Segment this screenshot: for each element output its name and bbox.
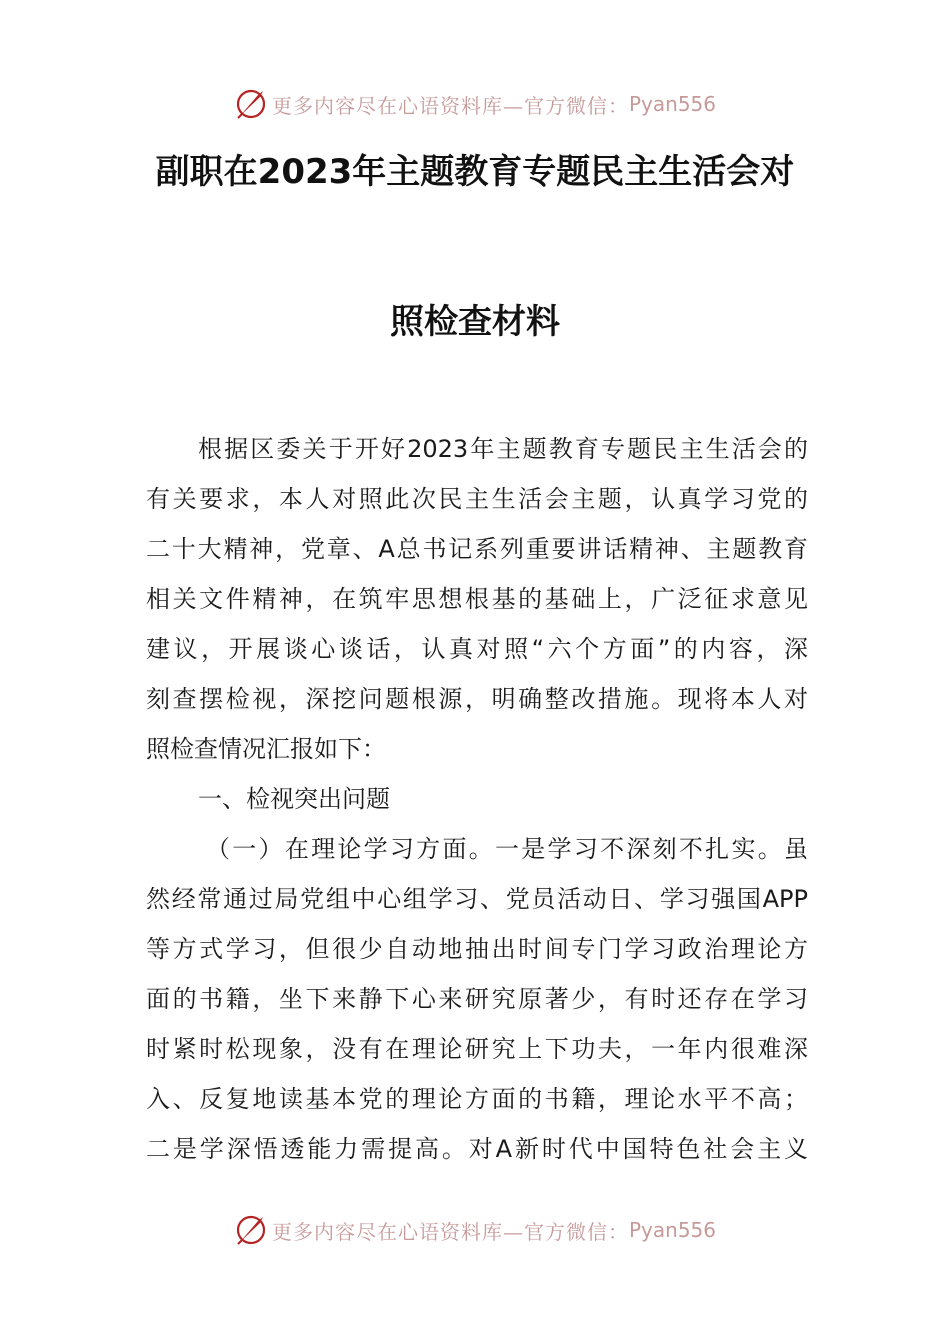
body-line: 时紧时松现象，没有在理论研究上下功夫，一年内很难深 bbox=[146, 1035, 808, 1063]
body-line: 二十大精神，党章、A总书记系列重要讲话精神、主题教育 bbox=[146, 535, 808, 563]
quill-logo-icon bbox=[234, 1213, 268, 1247]
body-line: 建议，开展谈心谈话，认真对照“六个方面”的内容，深 bbox=[146, 635, 808, 663]
body-line: 照检查情况汇报如下： bbox=[146, 735, 386, 763]
watermark-footer bbox=[0, 1210, 950, 1250]
quill-logo-icon bbox=[234, 87, 268, 121]
watermark-text: 更多内容尽在心语资料库—官方微信： bbox=[271, 93, 629, 118]
body-line: 面的书籍，坐下来静下心来研究原著少，有时还存在学习 bbox=[146, 985, 808, 1013]
body-line: 根据区委关于开好2023年主题教育专题民主生活会的 bbox=[198, 435, 808, 463]
body-line: 入、反复地读基本党的理论方面的书籍，理论水平不高； bbox=[146, 1085, 808, 1113]
body-line: （一）在理论学习方面。一是学习不深刻不扎实。虽 bbox=[206, 835, 808, 863]
watermark-header bbox=[0, 84, 950, 124]
document-title-line-2: 照检查材料 bbox=[390, 302, 560, 342]
watermark-text: 更多内容尽在心语资料库—官方微信： bbox=[271, 1219, 629, 1244]
body-line: 相关文件精神，在筑牢思想根基的基础上，广泛征求意见 bbox=[146, 585, 808, 613]
watermark-wechat-id: Pyan556 bbox=[628, 1218, 716, 1242]
body-line: 刻查摆检视，深挖问题根源，明确整改措施。现将本人对 bbox=[146, 685, 808, 713]
section-heading: 一、检视突出问题 bbox=[198, 785, 390, 813]
body-line: 然经常通过局党组中心组学习、党员活动日、学习强国APP bbox=[146, 885, 808, 913]
watermark-wechat-id: Pyan556 bbox=[628, 92, 716, 116]
body-line: 有关要求，本人对照此次民主生活会主题，认真学习党的 bbox=[146, 485, 808, 513]
body-line: 等方式学习，但很少自动地抽出时间专门学习政治理论方 bbox=[146, 935, 808, 963]
document-body bbox=[146, 424, 808, 1174]
document-title-line-1: 副职在2023年主题教育专题民主生活会对 bbox=[155, 152, 795, 192]
body-line: 二是学深悟透能力需提高。对A新时代中国特色社会主义 bbox=[146, 1135, 808, 1163]
